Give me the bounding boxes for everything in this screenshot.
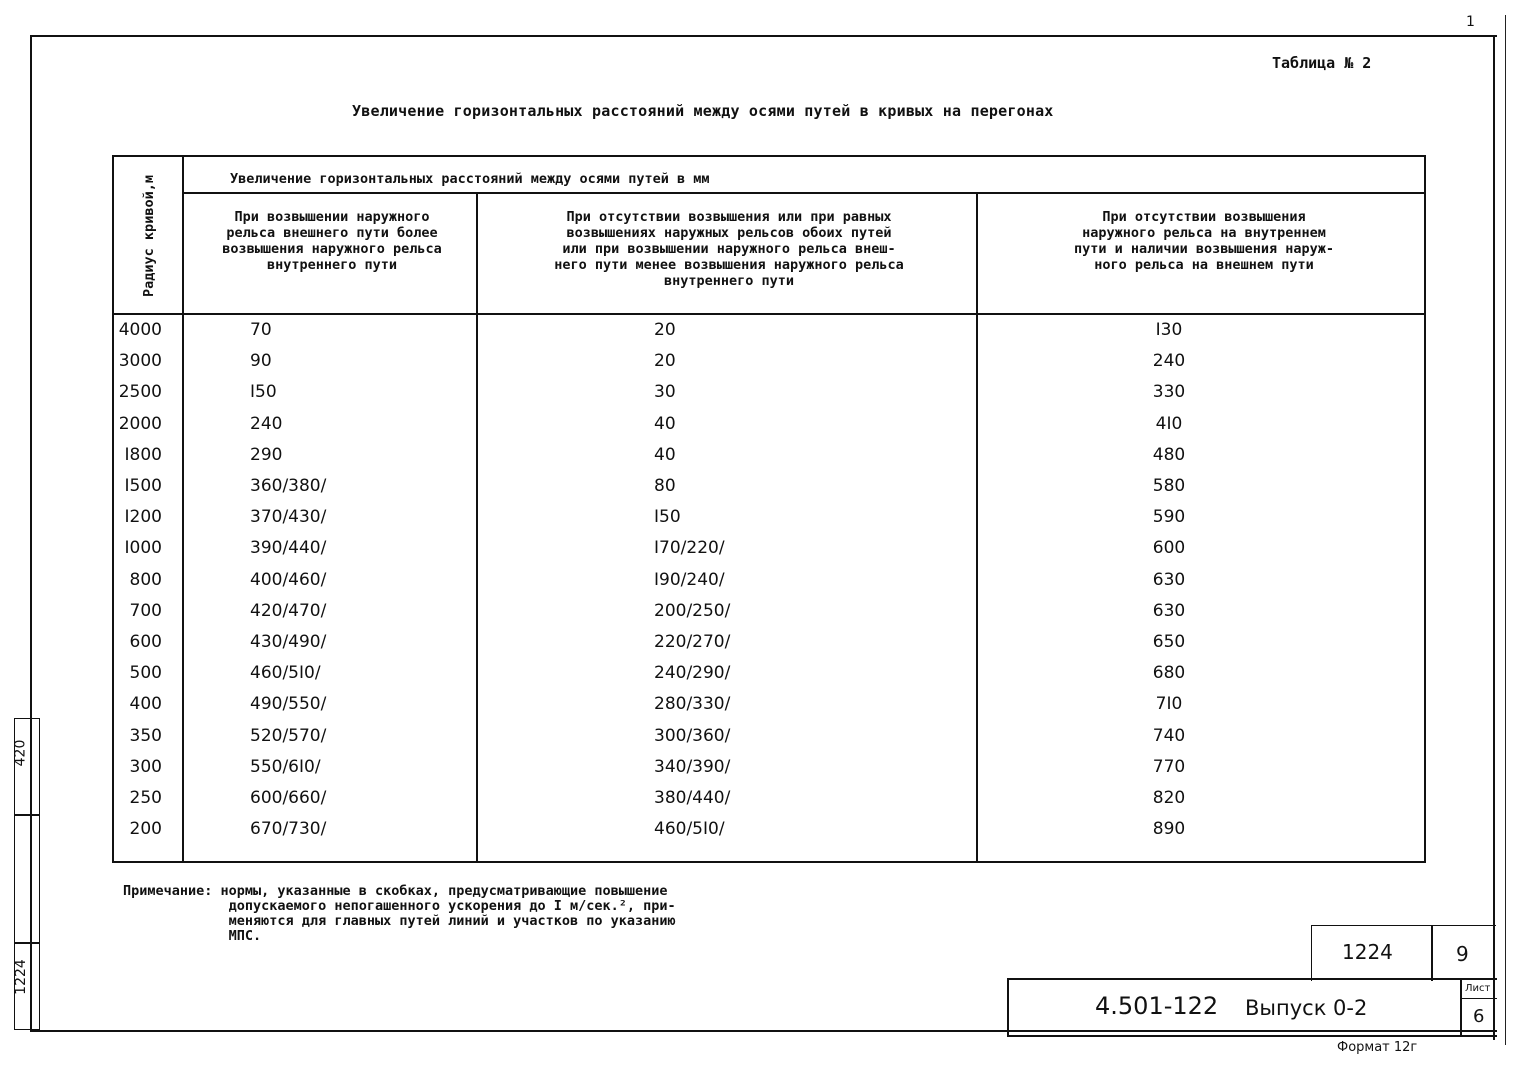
- table-number: Таблица № 2: [1272, 54, 1372, 72]
- col1-cell: I50: [250, 382, 277, 403]
- radius-cell: 700: [129, 600, 162, 621]
- table-row: [114, 533, 1420, 564]
- group-header-divider: [182, 192, 1424, 194]
- margin-stamp-lower: [14, 942, 40, 1030]
- col3-header-line: пути и наличии возвышения наруж-: [1073, 241, 1335, 257]
- col3-cell: 740: [1152, 725, 1186, 746]
- title-block-sheet: [1460, 978, 1497, 1037]
- table-row: [114, 689, 1420, 720]
- radius-cell: 500: [129, 663, 162, 684]
- table-row: [114, 814, 1420, 845]
- col1-cell: 90: [250, 351, 272, 372]
- col1-cell: 70: [250, 320, 272, 340]
- title-block-issue: Выпуск 0-2: [1245, 996, 1368, 1020]
- col2-cell: 40: [654, 413, 676, 434]
- radius-cell: 3000: [118, 351, 162, 372]
- col3-header: [994, 209, 1414, 273]
- col2-cell: I90/240/: [654, 569, 725, 590]
- title-block-designation: 4.501-122: [1095, 992, 1219, 1020]
- col1-cell: 520/570/: [250, 725, 327, 746]
- table-row: [114, 346, 1420, 377]
- radius-cell: 300: [129, 756, 162, 777]
- col3-header-line: ного рельса на внешнем пути: [1094, 257, 1314, 273]
- radius-cell: 4000: [118, 320, 162, 340]
- col2-cell: 220/270/: [654, 632, 731, 652]
- table-row: [114, 315, 1420, 346]
- col2-cell: 340/390/: [654, 756, 731, 777]
- data-table: [112, 155, 1426, 863]
- table-row: [114, 502, 1420, 533]
- table-row: [114, 721, 1420, 752]
- col3-cell: 680: [1152, 663, 1186, 684]
- col1-cell: 460/5I0/: [250, 663, 321, 684]
- radius-cell: 200: [129, 819, 162, 840]
- format-label: Формат 12г: [1337, 1040, 1418, 1055]
- title-block-sheet-label: Лист: [1465, 983, 1491, 994]
- radius-header: [116, 157, 182, 314]
- title-block-main: [1007, 978, 1462, 1037]
- col2-header: [494, 209, 964, 289]
- col2-cell: 20: [654, 320, 676, 340]
- col1-cell: 390/440/: [250, 538, 327, 559]
- col3-cell: 330: [1152, 382, 1186, 403]
- radius-cell: I200: [124, 507, 162, 528]
- radius-cell: I500: [124, 476, 162, 496]
- title-block-code: 1224: [1342, 940, 1393, 964]
- col3-cell: 480: [1152, 444, 1186, 465]
- col1-header-line: При возвышении наружного: [234, 209, 430, 225]
- radius-cell: 400: [129, 694, 162, 715]
- radius-cell: I000: [124, 538, 162, 559]
- col1-cell: 240: [250, 413, 283, 434]
- radius-cell: 600: [129, 632, 162, 652]
- col2-header-line: возвышениях наружных рельсов обоих путей: [566, 225, 892, 241]
- col1-cell: 400/460/: [250, 569, 327, 590]
- col2-cell: 280/330/: [654, 694, 731, 715]
- col3-cell: I30: [1155, 320, 1183, 340]
- col2-header-line: или при возвышении наружного рельса внеш-: [562, 241, 896, 257]
- col1-cell: 420/470/: [250, 600, 327, 621]
- col1-header: [192, 209, 472, 273]
- col3-cell: 590: [1152, 507, 1186, 528]
- col3-cell: 650: [1152, 632, 1186, 652]
- table-row: [114, 627, 1420, 658]
- col1-header-line: рельса внешнего пути более: [226, 225, 438, 241]
- col2-cell: 20: [654, 351, 676, 372]
- col1-cell: 290: [250, 444, 283, 465]
- col3-cell: 240: [1152, 351, 1186, 372]
- col2-cell: 300/360/: [654, 725, 731, 746]
- table-row: [114, 440, 1420, 471]
- col1-header-line: возвышения наружного рельса: [222, 241, 442, 257]
- col2-header-line: При отсутствии возвышения или при равных: [566, 209, 892, 225]
- radius-cell: 250: [129, 788, 162, 808]
- margin-stamp-upper: [12, 739, 40, 944]
- table-row: [114, 658, 1420, 689]
- table-row: [114, 471, 1420, 502]
- margin-stamp-upper-value: 420: [12, 739, 29, 767]
- col3-cell: 630: [1152, 600, 1186, 621]
- col1-cell: 550/6I0/: [250, 756, 321, 777]
- table-row: [114, 596, 1420, 627]
- col3-cell: 770: [1152, 756, 1186, 777]
- col1-cell: 430/490/: [250, 632, 327, 652]
- col2-cell: 200/250/: [654, 600, 731, 621]
- table-row: [114, 783, 1420, 814]
- col1-cell: 370/430/: [250, 507, 327, 528]
- radius-header-label: Радиус кривой,м: [141, 174, 157, 297]
- col3-cell: 630: [1152, 569, 1186, 590]
- col3-cell: 600: [1152, 538, 1186, 559]
- group-header: Увеличение горизонтальных расстояний между осями путей в мм: [230, 171, 710, 187]
- col3-cell: 4I0: [1155, 413, 1183, 434]
- margin-stamp-top: [14, 718, 40, 816]
- radius-cell: 2000: [118, 413, 162, 434]
- col3-cell: 890: [1152, 819, 1186, 840]
- title-block-sheet-number: 6: [1473, 1006, 1485, 1027]
- col2-header-line: внутреннего пути: [663, 273, 795, 289]
- col3-cell: 580: [1152, 476, 1186, 496]
- table-row: [114, 565, 1420, 596]
- col1-cell: 670/730/: [250, 819, 327, 840]
- table-row: [114, 752, 1420, 783]
- margin-stamp-lower-value: 1224: [12, 959, 29, 995]
- col2-cell: I70/220/: [654, 538, 725, 559]
- corner-mark: 1: [1466, 14, 1475, 30]
- radius-cell: 800: [129, 569, 162, 590]
- col2-header-line: него пути менее возвышения наружного рельса: [554, 257, 904, 273]
- page-title: Увеличение горизонтальных расстояний между осями путей в кривых на перегонах: [352, 102, 1054, 120]
- frame-right-rule: [1493, 35, 1495, 1040]
- col2-cell: 380/440/: [654, 788, 731, 808]
- col2-cell: 40: [654, 444, 676, 465]
- col3-cell: 820: [1152, 788, 1186, 808]
- col2-cell: 30: [654, 382, 676, 403]
- col2-cell: 80: [654, 476, 676, 496]
- col1-cell: 600/660/: [250, 788, 327, 808]
- frame-right-edge: [1505, 15, 1506, 1045]
- title-block-code-cell: [1311, 925, 1433, 981]
- title-block-page: 9: [1456, 942, 1469, 966]
- radius-cell: 2500: [118, 382, 162, 403]
- col3-header-line: наружного рельса на внутреннем: [1082, 225, 1326, 241]
- table-row: [114, 409, 1420, 440]
- radius-cell: I800: [124, 444, 162, 465]
- col2-cell: 240/290/: [654, 663, 731, 684]
- col2-cell: 460/5I0/: [654, 819, 725, 840]
- col3-header-line: При отсутствии возвышения: [1102, 209, 1306, 225]
- table-row: [114, 377, 1420, 408]
- col1-header-line: внутреннего пути: [266, 257, 398, 273]
- radius-cell: 350: [129, 725, 162, 746]
- col2-cell: I50: [654, 507, 681, 528]
- col1-cell: 360/380/: [250, 476, 327, 496]
- col3-cell: 7I0: [1155, 694, 1183, 715]
- col1-cell: 490/550/: [250, 694, 327, 715]
- title-block-page-cell: [1431, 925, 1496, 981]
- footnote: Примечание: нормы, указанные в скобках, предусматривающие повышение допускаемого непогашенного ускорения до I м/сек.², при- меняются для главных путей линий и участков по указанию МПС.: [123, 883, 676, 944]
